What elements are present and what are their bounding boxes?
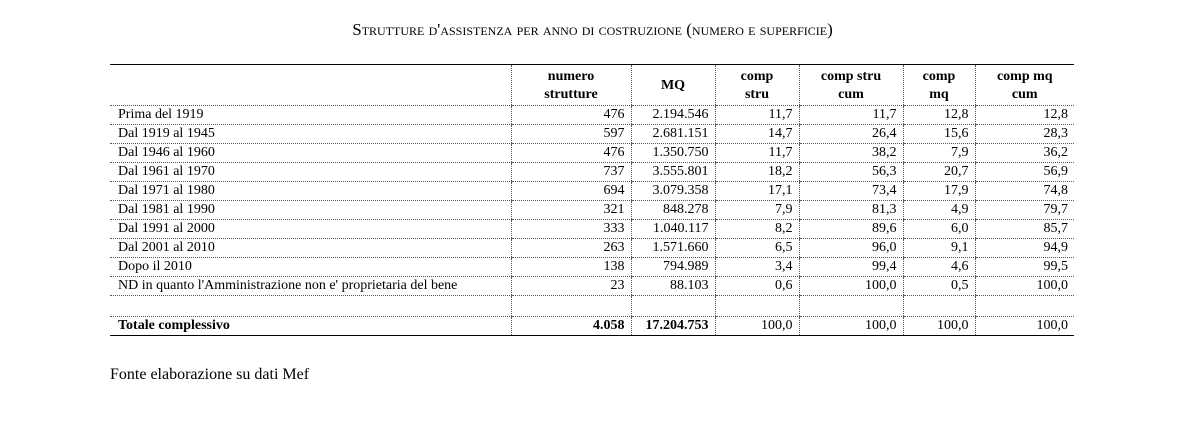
table-row — [110, 125, 1074, 144]
header-comp-stru: comp stru — [715, 65, 799, 106]
cell-comp-stru: 0,6 — [715, 277, 799, 296]
header-comp-mq: comp mq — [903, 65, 975, 106]
cell-comp-stru: 7,9 — [715, 201, 799, 220]
cell-comp-stru: 18,2 — [715, 163, 799, 182]
cell-comp-stru-cum: 81,3 — [799, 201, 903, 220]
cell-comp-mq: 7,9 — [903, 144, 975, 163]
cell-numero-strutture: 4.058 — [511, 317, 631, 336]
cell-label: Dal 1919 al 1945 — [110, 125, 511, 144]
header-mq: MQ — [631, 65, 715, 106]
cell-label: Dal 1946 al 1960 — [110, 144, 511, 163]
cell-comp-stru-cum: 11,7 — [799, 106, 903, 125]
cell-comp-mq-cum: 12,8 — [975, 106, 1074, 125]
cell-numero-strutture: 333 — [511, 220, 631, 239]
cell-mq: 88.103 — [631, 277, 715, 296]
cell-comp-mq-cum: 56,9 — [975, 163, 1074, 182]
cell-comp-mq: 17,9 — [903, 182, 975, 201]
cell-comp-mq: 15,6 — [903, 125, 975, 144]
cell-mq: 794.989 — [631, 258, 715, 277]
cell-comp-mq-cum: 74,8 — [975, 182, 1074, 201]
cell-mq: 2.194.546 — [631, 106, 715, 125]
table-row — [110, 201, 1074, 220]
data-table-container — [110, 64, 1074, 336]
cell-numero-strutture: 23 — [511, 277, 631, 296]
blank-cell — [715, 296, 799, 317]
cell-comp-mq: 6,0 — [903, 220, 975, 239]
table-body — [110, 106, 1074, 336]
total-row — [110, 317, 1074, 336]
blank-cell — [631, 296, 715, 317]
cell-comp-mq: 0,5 — [903, 277, 975, 296]
cell-comp-stru: 11,7 — [715, 144, 799, 163]
cell-comp-stru-cum: 99,4 — [799, 258, 903, 277]
cell-mq: 3.555.801 — [631, 163, 715, 182]
table-row — [110, 258, 1074, 277]
cell-mq: 17.204.753 — [631, 317, 715, 336]
header-label — [110, 65, 511, 106]
data-table — [110, 64, 1074, 336]
cell-numero-strutture: 138 — [511, 258, 631, 277]
cell-comp-mq-cum: 99,5 — [975, 258, 1074, 277]
cell-comp-mq-cum: 36,2 — [975, 144, 1074, 163]
cell-numero-strutture: 263 — [511, 239, 631, 258]
cell-label: Dal 1961 al 1970 — [110, 163, 511, 182]
cell-comp-stru: 17,1 — [715, 182, 799, 201]
cell-comp-stru-cum: 100,0 — [799, 317, 903, 336]
cell-label: Prima del 1919 — [110, 106, 511, 125]
blank-cell — [903, 296, 975, 317]
cell-comp-mq: 9,1 — [903, 239, 975, 258]
cell-numero-strutture: 476 — [511, 106, 631, 125]
cell-mq: 1.350.750 — [631, 144, 715, 163]
cell-comp-mq: 4,9 — [903, 201, 975, 220]
cell-comp-stru: 11,7 — [715, 106, 799, 125]
cell-comp-stru-cum: 100,0 — [799, 277, 903, 296]
cell-numero-strutture: 737 — [511, 163, 631, 182]
cell-numero-strutture: 597 — [511, 125, 631, 144]
cell-label: Dopo il 2010 — [110, 258, 511, 277]
cell-comp-mq-cum: 94,9 — [975, 239, 1074, 258]
source-note: Fonte elaborazione su dati Mef — [110, 366, 310, 383]
cell-label: ND in quanto l'Amministrazione non e' proprietaria del bene — [110, 277, 511, 296]
header-numero-strutture: numero strutture — [511, 65, 631, 106]
cell-comp-mq: 20,7 — [903, 163, 975, 182]
cell-comp-mq-cum: 28,3 — [975, 125, 1074, 144]
table-row — [110, 106, 1074, 125]
table-row — [110, 220, 1074, 239]
cell-comp-mq: 4,6 — [903, 258, 975, 277]
blank-cell — [511, 296, 631, 317]
blank-cell — [975, 296, 1074, 317]
cell-comp-stru: 100,0 — [715, 317, 799, 336]
cell-mq: 2.681.151 — [631, 125, 715, 144]
cell-mq: 3.079.358 — [631, 182, 715, 201]
cell-comp-stru: 6,5 — [715, 239, 799, 258]
cell-comp-mq-cum: 100,0 — [975, 317, 1074, 336]
cell-label: Totale complessivo — [110, 317, 511, 336]
blank-row — [110, 296, 1074, 317]
cell-comp-mq-cum: 79,7 — [975, 201, 1074, 220]
cell-comp-mq-cum: 100,0 — [975, 277, 1074, 296]
header-comp-stru-cum: comp stru cum — [799, 65, 903, 106]
header-comp-mq-cum: comp mq cum — [975, 65, 1074, 106]
cell-comp-stru-cum: 26,4 — [799, 125, 903, 144]
header-row — [110, 65, 1074, 106]
cell-comp-mq: 12,8 — [903, 106, 975, 125]
cell-label: Dal 1981 al 1990 — [110, 201, 511, 220]
table-title: Strutture d'assistenza per anno di costruzione (numero e superficie) — [352, 20, 833, 39]
table-row — [110, 144, 1074, 163]
cell-comp-stru: 14,7 — [715, 125, 799, 144]
cell-comp-mq-cum: 85,7 — [975, 220, 1074, 239]
cell-label: Dal 1971 al 1980 — [110, 182, 511, 201]
cell-numero-strutture: 476 — [511, 144, 631, 163]
cell-comp-stru-cum: 38,2 — [799, 144, 903, 163]
table-row — [110, 277, 1074, 296]
blank-cell — [110, 296, 511, 317]
cell-comp-stru-cum: 56,3 — [799, 163, 903, 182]
cell-label: Dal 2001 al 2010 — [110, 239, 511, 258]
cell-comp-stru-cum: 73,4 — [799, 182, 903, 201]
table-row — [110, 239, 1074, 258]
cell-mq: 1.571.660 — [631, 239, 715, 258]
cell-comp-mq: 100,0 — [903, 317, 975, 336]
table-row — [110, 163, 1074, 182]
cell-comp-stru-cum: 96,0 — [799, 239, 903, 258]
cell-comp-stru-cum: 89,6 — [799, 220, 903, 239]
cell-comp-stru: 3,4 — [715, 258, 799, 277]
table-row — [110, 182, 1074, 201]
cell-numero-strutture: 694 — [511, 182, 631, 201]
cell-mq: 1.040.117 — [631, 220, 715, 239]
cell-mq: 848.278 — [631, 201, 715, 220]
cell-label: Dal 1991 al 2000 — [110, 220, 511, 239]
blank-cell — [799, 296, 903, 317]
cell-comp-stru: 8,2 — [715, 220, 799, 239]
cell-numero-strutture: 321 — [511, 201, 631, 220]
